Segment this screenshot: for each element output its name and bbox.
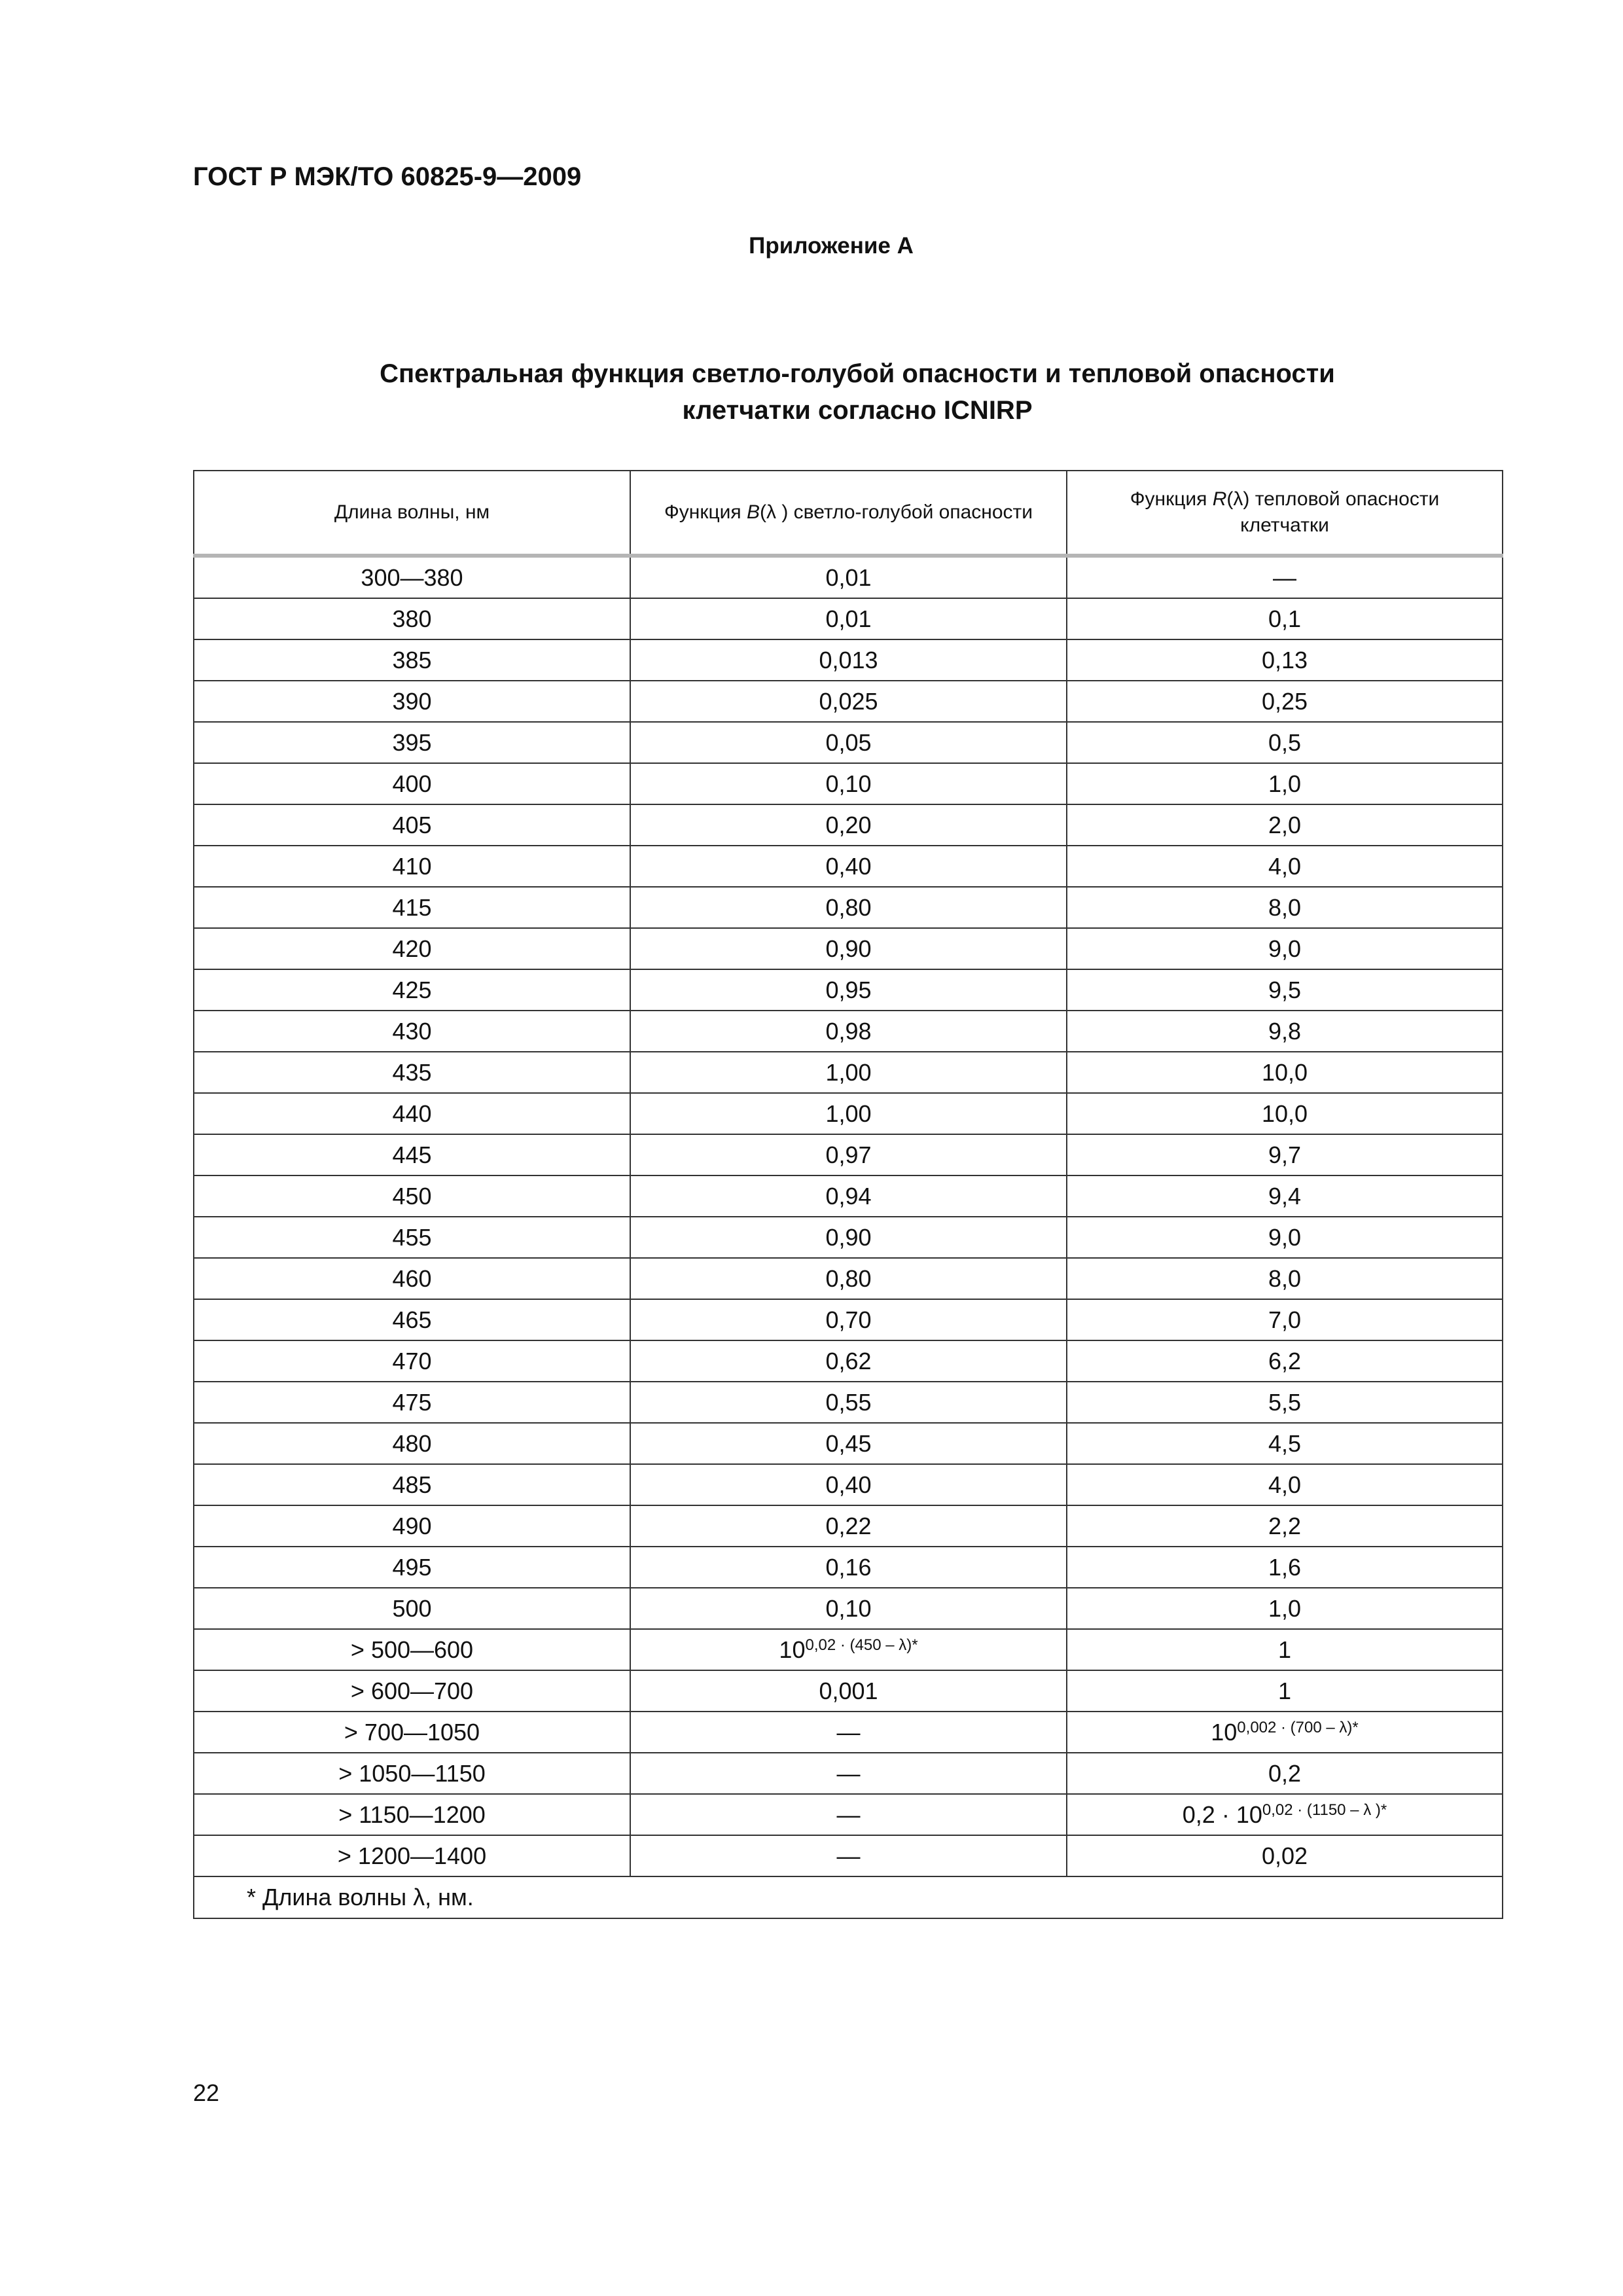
cell-wavelength: 485 <box>194 1464 630 1505</box>
cell-blue-light-value: 0,94 <box>630 1175 1067 1217</box>
table-row <box>194 1505 1503 1547</box>
table-row <box>194 1753 1503 1794</box>
header-blue-light-function: Функция B(λ ) светло-голубой опасности <box>630 471 1067 556</box>
cell-thermal-value: 9,8 <box>1067 1011 1503 1052</box>
table-row <box>194 1835 1503 1876</box>
table-row <box>194 1340 1503 1382</box>
document-code: ГОСТ Р МЭК/ТО 60825-9—2009 <box>193 162 582 191</box>
cell-wavelength: 430 <box>194 1011 630 1052</box>
cell-thermal-value: $0,2 \cdot 10^{0,02 \cdot (1150 - \lambda )*}$ <box>1067 1794 1503 1835</box>
cell-wavelength: 400 <box>194 763 630 804</box>
cell-wavelength: 450 <box>194 1175 630 1217</box>
cell-blue-light-value: 0,80 <box>630 1258 1067 1299</box>
table-row <box>194 846 1503 887</box>
cell-blue-light-value: 0,40 <box>630 1464 1067 1505</box>
cell-blue-light-value: — <box>630 1794 1067 1835</box>
cell-thermal-value: 0,02 <box>1067 1835 1503 1876</box>
table-row <box>194 1052 1503 1093</box>
cell-wavelength: 475 <box>194 1382 630 1423</box>
cell-thermal-value: 4,0 <box>1067 1464 1503 1505</box>
cell-blue-light-value: 0,55 <box>630 1382 1067 1423</box>
spectral-function-table <box>193 470 1503 1919</box>
cell-thermal-value: 1,0 <box>1067 1588 1503 1629</box>
cell-thermal-value: 1,6 <box>1067 1547 1503 1588</box>
footnote-row <box>194 1876 1503 1918</box>
cell-blue-light-value: 0,97 <box>630 1134 1067 1175</box>
table-row <box>194 969 1503 1011</box>
cell-thermal-value: 4,0 <box>1067 846 1503 887</box>
table-row <box>194 1134 1503 1175</box>
cell-thermal-value: 2,0 <box>1067 804 1503 846</box>
cell-wavelength: 380 <box>194 598 630 639</box>
cell-wavelength: 480 <box>194 1423 630 1464</box>
cell-thermal-value: 9,5 <box>1067 969 1503 1011</box>
table-row <box>194 639 1503 681</box>
table-row <box>194 1712 1503 1753</box>
cell-wavelength: 405 <box>194 804 630 846</box>
cell-thermal-value: 8,0 <box>1067 887 1503 928</box>
cell-blue-light-value: 0,10 <box>630 1588 1067 1629</box>
cell-thermal-value: 9,0 <box>1067 1217 1503 1258</box>
footnote: * Длина волны λ, нм. <box>194 1876 1503 1918</box>
table-row <box>194 1464 1503 1505</box>
cell-blue-light-value: 0,90 <box>630 1217 1067 1258</box>
table-row <box>194 598 1503 639</box>
cell-wavelength: 300—380 <box>194 556 630 598</box>
cell-blue-light-value: — <box>630 1835 1067 1876</box>
cell-wavelength: > 1050—1150 <box>194 1753 630 1794</box>
table-row <box>194 1175 1503 1217</box>
cell-wavelength: 500 <box>194 1588 630 1629</box>
table-row <box>194 1629 1503 1670</box>
table-row <box>194 1299 1503 1340</box>
cell-blue-light-value: 0,62 <box>630 1340 1067 1382</box>
cell-thermal-value: 5,5 <box>1067 1382 1503 1423</box>
table-title <box>275 355 1440 429</box>
cell-wavelength: 435 <box>194 1052 630 1093</box>
cell-wavelength: 440 <box>194 1093 630 1134</box>
title-line-2: клетчатки согласно ICNIRP <box>682 396 1033 425</box>
cell-blue-light-value: — <box>630 1712 1067 1753</box>
cell-blue-light-value: 0,001 <box>630 1670 1067 1712</box>
cell-thermal-value: 2,2 <box>1067 1505 1503 1547</box>
cell-thermal-value: 6,2 <box>1067 1340 1503 1382</box>
cell-thermal-value: 1,0 <box>1067 763 1503 804</box>
cell-blue-light-value: $10^{0,02 \cdot (450 - \lambda)*}$ <box>630 1629 1067 1670</box>
cell-wavelength: > 1150—1200 <box>194 1794 630 1835</box>
cell-blue-light-value: 0,40 <box>630 846 1067 887</box>
header-thermal-function: Функция R(λ) тепловой опасности клетчатки <box>1067 471 1503 556</box>
table-row <box>194 928 1503 969</box>
cell-wavelength: 455 <box>194 1217 630 1258</box>
title-line-1: Спектральная функция светло-голубой опасности и тепловой опасности <box>380 359 1335 388</box>
cell-thermal-value: 0,1 <box>1067 598 1503 639</box>
cell-blue-light-value: 0,025 <box>630 681 1067 722</box>
cell-thermal-value: 7,0 <box>1067 1299 1503 1340</box>
table-row <box>194 556 1503 598</box>
header-wavelength: Длина волны, нм <box>194 471 630 556</box>
table-row <box>194 804 1503 846</box>
table-row <box>194 763 1503 804</box>
cell-wavelength: 490 <box>194 1505 630 1547</box>
cell-blue-light-value: 0,05 <box>630 722 1067 763</box>
cell-wavelength: 460 <box>194 1258 630 1299</box>
cell-thermal-value: 8,0 <box>1067 1258 1503 1299</box>
cell-blue-light-value: 0,01 <box>630 598 1067 639</box>
cell-thermal-value: — <box>1067 556 1503 598</box>
cell-thermal-value: 4,5 <box>1067 1423 1503 1464</box>
cell-blue-light-value: 0,95 <box>630 969 1067 1011</box>
cell-wavelength: 465 <box>194 1299 630 1340</box>
table-row <box>194 1547 1503 1588</box>
cell-wavelength: 385 <box>194 639 630 681</box>
cell-blue-light-value: 0,20 <box>630 804 1067 846</box>
table-row <box>194 1011 1503 1052</box>
cell-blue-light-value: 0,10 <box>630 763 1067 804</box>
cell-blue-light-value: 0,01 <box>630 556 1067 598</box>
cell-thermal-value: 0,2 <box>1067 1753 1503 1794</box>
table-row <box>194 1423 1503 1464</box>
cell-blue-light-value: 0,45 <box>630 1423 1067 1464</box>
table-row <box>194 1382 1503 1423</box>
table-row <box>194 1258 1503 1299</box>
table-row <box>194 1093 1503 1134</box>
appendix-label: Приложение А <box>749 233 914 259</box>
cell-wavelength: 470 <box>194 1340 630 1382</box>
cell-blue-light-value: 0,80 <box>630 887 1067 928</box>
table-row <box>194 1670 1503 1712</box>
cell-thermal-value: 0,25 <box>1067 681 1503 722</box>
table-row <box>194 1217 1503 1258</box>
cell-blue-light-value: — <box>630 1753 1067 1794</box>
table-body <box>194 556 1503 1876</box>
table-row <box>194 722 1503 763</box>
cell-blue-light-value: 0,22 <box>630 1505 1067 1547</box>
cell-blue-light-value: 0,013 <box>630 639 1067 681</box>
page-number: 22 <box>193 2079 220 2106</box>
table-row <box>194 1588 1503 1629</box>
cell-wavelength: > 700—1050 <box>194 1712 630 1753</box>
cell-thermal-value: 0,13 <box>1067 639 1503 681</box>
cell-thermal-value: 10,0 <box>1067 1093 1503 1134</box>
cell-wavelength: 445 <box>194 1134 630 1175</box>
cell-thermal-value: 9,7 <box>1067 1134 1503 1175</box>
cell-thermal-value: 9,4 <box>1067 1175 1503 1217</box>
cell-thermal-value: 9,0 <box>1067 928 1503 969</box>
cell-wavelength: > 1200—1400 <box>194 1835 630 1876</box>
cell-thermal-value: $10^{0,002 \cdot (700 - \lambda)*}$ <box>1067 1712 1503 1753</box>
cell-wavelength: 390 <box>194 681 630 722</box>
table-row <box>194 1794 1503 1835</box>
cell-thermal-value: 0,5 <box>1067 722 1503 763</box>
cell-thermal-value: 1 <box>1067 1629 1503 1670</box>
cell-blue-light-value: 0,70 <box>630 1299 1067 1340</box>
cell-blue-light-value: 1,00 <box>630 1093 1067 1134</box>
cell-wavelength: > 600—700 <box>194 1670 630 1712</box>
cell-wavelength: 495 <box>194 1547 630 1588</box>
cell-wavelength: 420 <box>194 928 630 969</box>
cell-wavelength: 415 <box>194 887 630 928</box>
cell-thermal-value: 1 <box>1067 1670 1503 1712</box>
table-header <box>194 471 1503 556</box>
table-row <box>194 887 1503 928</box>
cell-wavelength: 410 <box>194 846 630 887</box>
cell-wavelength: 425 <box>194 969 630 1011</box>
cell-blue-light-value: 0,16 <box>630 1547 1067 1588</box>
cell-blue-light-value: 0,90 <box>630 928 1067 969</box>
cell-blue-light-value: 1,00 <box>630 1052 1067 1093</box>
header-row <box>194 471 1503 556</box>
cell-thermal-value: 10,0 <box>1067 1052 1503 1093</box>
table-row <box>194 681 1503 722</box>
cell-wavelength: > 500—600 <box>194 1629 630 1670</box>
cell-wavelength: 395 <box>194 722 630 763</box>
cell-blue-light-value: 0,98 <box>630 1011 1067 1052</box>
